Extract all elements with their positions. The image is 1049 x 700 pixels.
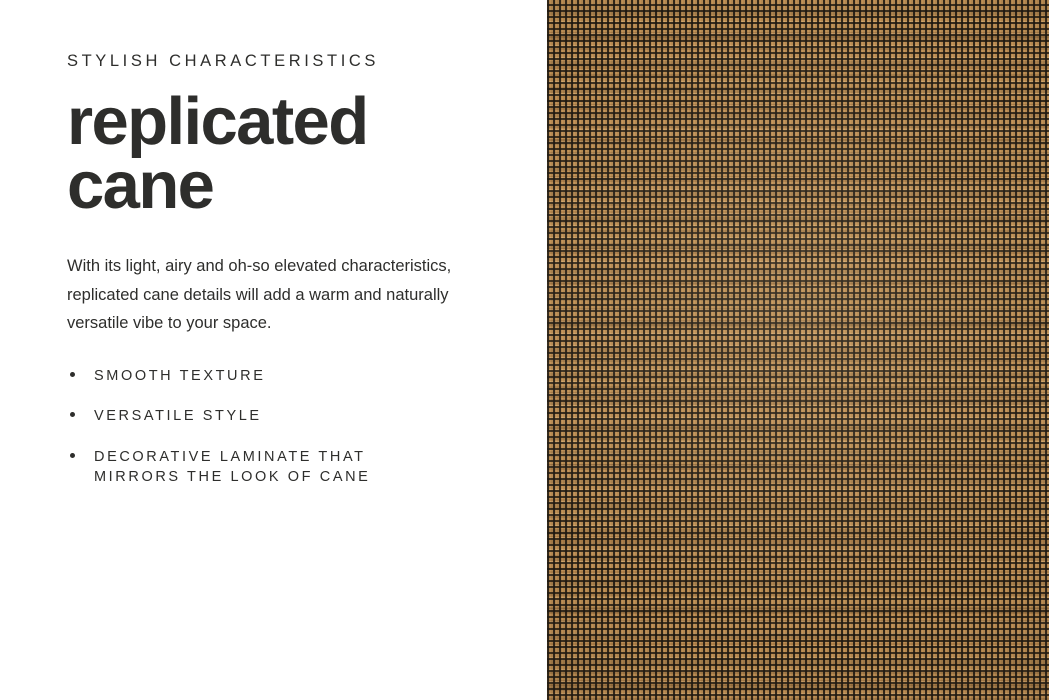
list-item-line-1: VERSATILE STYLE: [94, 408, 262, 425]
page-title-line-2: cane: [67, 148, 214, 224]
page-title: [67, 83, 487, 224]
bullet-icon: [70, 412, 75, 417]
list-item: [67, 406, 487, 427]
eyebrow-label: STYLISH CHARACTERISTICS: [67, 52, 380, 70]
list-item-line-2: MIRRORS THE LOOK OF CANE: [94, 469, 371, 486]
list-item-line-1: SMOOTH TEXTURE: [94, 367, 266, 384]
page-title-line-1: replicated: [67, 83, 368, 159]
weave-vignette-overlay: [547, 0, 1049, 700]
list-item: [67, 366, 487, 387]
list-item-line-1: DECORATIVE LAMINATE THAT: [94, 448, 366, 465]
cane-texture-image: [547, 0, 1049, 700]
list-item-label: [94, 447, 487, 488]
bullet-icon: [70, 453, 75, 458]
bullet-icon: [70, 372, 75, 377]
list-item: [67, 447, 487, 488]
list-item-label: [94, 406, 487, 427]
body-copy: With its light, airy and oh-so elevated characteristics, replicated cane details will add a warm and naturally versatile vibe to your space.: [67, 257, 452, 333]
list-item-label: [94, 366, 487, 387]
feature-list: [67, 366, 487, 488]
